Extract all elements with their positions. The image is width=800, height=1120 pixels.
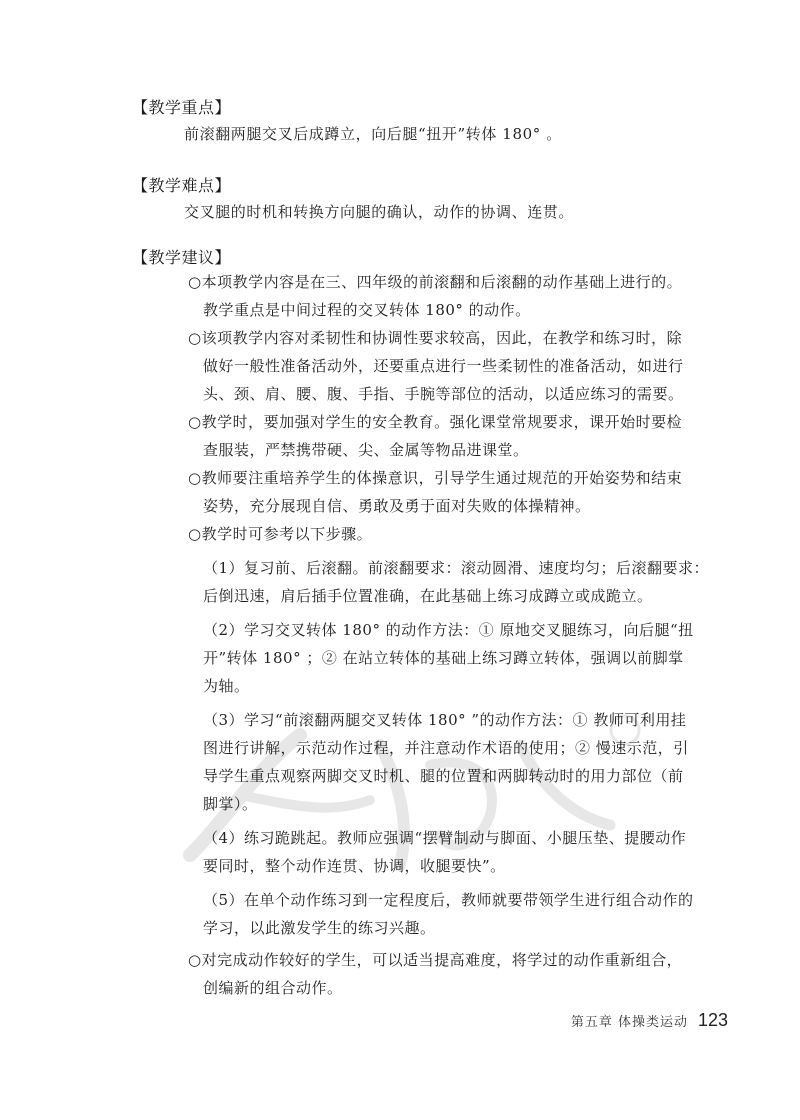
step-line: 导学生重点观察两脚交叉时机、腿的位置和两脚转动时的用力部位（前 bbox=[203, 767, 684, 785]
page-number: 123 bbox=[697, 1010, 728, 1030]
step-item bbox=[188, 616, 748, 700]
advice-line: 头、颈、肩、腰、腹、手指、手腕等部位的活动，以适应练习的需要。 bbox=[203, 385, 684, 403]
advice-line: 查服装，严禁携带硬、尖、金属等物品进课堂。 bbox=[203, 441, 529, 459]
advice-item bbox=[188, 520, 748, 548]
step-item bbox=[188, 554, 748, 610]
advice-line: 做好一般性准备活动外，还要重点进行一些柔韧性的准备活动，如进行 bbox=[203, 357, 684, 375]
advice-line: ○教学时可参考以下步骤。 bbox=[188, 525, 373, 543]
advice-line: ○教学时，要加强对学生的安全教育。强化课堂常规要求，课开始时要检 bbox=[188, 413, 683, 431]
advice-item bbox=[188, 464, 748, 520]
advice-item bbox=[188, 268, 748, 324]
advice-item bbox=[188, 408, 748, 464]
step-line: （4）练习跪跳起。教师应强调“摆臂制动与脚面、小腿压垫、提腰动作 bbox=[203, 829, 687, 847]
section-teaching-advice bbox=[132, 246, 732, 270]
advice-item bbox=[188, 324, 748, 408]
advice-line: ○该项教学内容对柔韧性和协调性要求较高，因此，在教学和练习时，除 bbox=[188, 329, 683, 347]
advice-line: ○对完成动作较好的学生，可以适当提高难度，将学过的动作重新组合， bbox=[188, 951, 683, 969]
step-line: 图进行讲解，示范动作过程，并注意动作术语的使用；② 慢速示范，引 bbox=[203, 739, 689, 757]
step-line: 后倒迅速，肩后插手位置准确，在此基础上练习成蹲立或成跪立。 bbox=[203, 587, 653, 605]
advice-line: 姿势，充分展现自信、勇敢及勇于面对失败的体操精神。 bbox=[203, 497, 591, 515]
step-line: （5）在单个动作练习到一定程度后，教师就要带领学生进行组合动作的 bbox=[203, 891, 694, 909]
advice-line: ○教师要注重培养学生的体操意识，引导学生通过规范的开始姿势和结束 bbox=[188, 469, 683, 487]
section-heading: 【教学重点】 bbox=[132, 98, 232, 117]
step-line: 学习，以此激发学生的练习兴趣。 bbox=[203, 919, 436, 937]
step-line: 脚掌）。 bbox=[203, 795, 258, 813]
section-heading: 【教学建议】 bbox=[132, 248, 232, 267]
section-teaching-focus bbox=[132, 96, 732, 148]
step-line: 要同时，整个动作连贯、协调，收腿要快”。 bbox=[203, 857, 506, 875]
section-text: 交叉腿的时机和转换方向腿的确认，动作的协调、连贯。 bbox=[184, 203, 575, 221]
step-line: （2）学习交叉转体 180° 的动作方法：① 原地交叉腿练习，向后腿“扭 bbox=[203, 621, 694, 639]
section-teaching-difficulty bbox=[132, 174, 732, 226]
section-text: 前滚翻两腿交叉后成蹲立，向后腿“扭开”转体 180° 。 bbox=[184, 125, 562, 143]
advice-item bbox=[188, 946, 748, 1002]
page-footer bbox=[571, 1010, 728, 1031]
chapter-title: 第五章 体操类运动 bbox=[570, 1015, 688, 1030]
step-line: 为轴。 bbox=[203, 677, 250, 695]
advice-list bbox=[188, 268, 748, 1002]
section-heading: 【教学难点】 bbox=[132, 176, 232, 195]
advice-line: ○本项教学内容是在三、四年级的前滚翻和后滚翻的动作基础上进行的。 bbox=[188, 273, 683, 291]
step-line: （1）复习前、后滚翻。前滚翻要求：滚动圆滑、速度均匀；后滚翻要求： bbox=[203, 559, 710, 577]
advice-line: 创编新的组合动作。 bbox=[203, 979, 343, 997]
advice-line: 教学重点是中间过程的交叉转体 180° 的动作。 bbox=[203, 301, 531, 319]
step-item bbox=[188, 706, 748, 818]
step-line: 开”转体 180° ；② 在站立转体的基础上练习蹲立转体，强调以前脚掌 bbox=[203, 649, 684, 667]
step-item bbox=[188, 824, 748, 880]
step-item bbox=[188, 886, 748, 942]
step-line: （3）学习“前滚翻两腿交叉转体 180° ”的动作方法：① 教师可利用挂 bbox=[203, 711, 687, 729]
